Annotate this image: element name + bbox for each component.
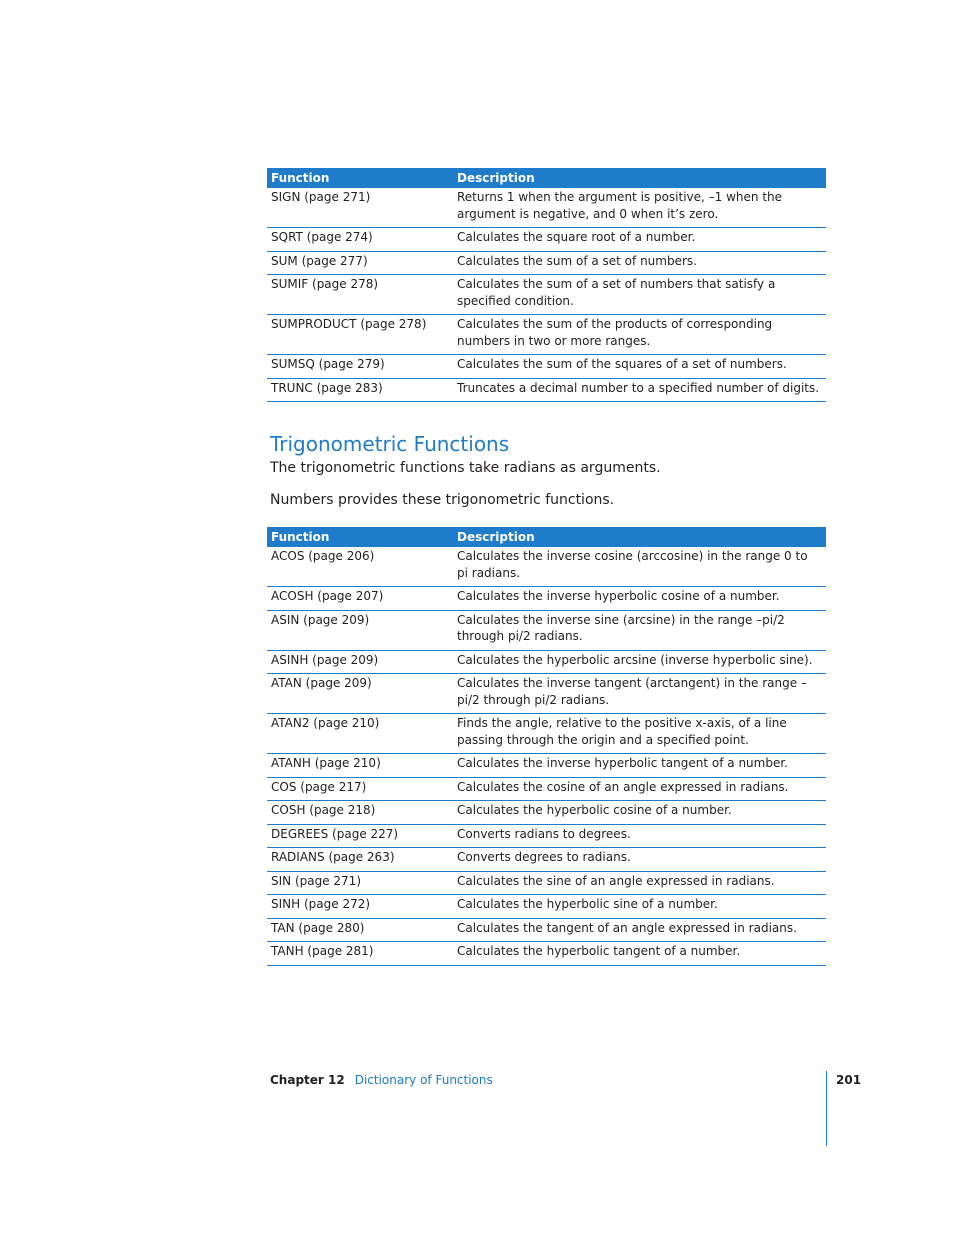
description-cell: Converts degrees to radians. <box>453 848 826 872</box>
description-cell: Calculates the cosine of an angle expressed in radians. <box>453 777 826 801</box>
function-cell[interactable]: SUM (page 277) <box>267 251 453 275</box>
function-cell[interactable]: TANH (page 281) <box>267 942 453 966</box>
description-cell: Calculates the inverse tangent (arctangent) in the range –pi/2 through pi/2 radians. <box>453 674 826 714</box>
function-cell[interactable]: SINH (page 272) <box>267 895 453 919</box>
function-cell[interactable]: SIN (page 271) <box>267 871 453 895</box>
description-cell: Calculates the inverse cosine (arccosine) in the range 0 to pi radians. <box>453 547 826 587</box>
description-cell: Truncates a decimal number to a specified number of digits. <box>453 378 826 402</box>
functions-table-trig <box>267 527 826 966</box>
table-row <box>267 714 826 754</box>
table-row <box>267 895 826 919</box>
function-cell[interactable]: TRUNC (page 283) <box>267 378 453 402</box>
footer-book-title[interactable]: Dictionary of Functions <box>354 1073 493 1087</box>
table-header-row <box>267 527 826 547</box>
table-row <box>267 355 826 379</box>
description-cell: Converts radians to degrees. <box>453 824 826 848</box>
table-row <box>267 801 826 825</box>
description-cell: Calculates the hyperbolic cosine of a number. <box>453 801 826 825</box>
description-cell: Calculates the square root of a number. <box>453 228 826 252</box>
function-cell[interactable]: DEGREES (page 227) <box>267 824 453 848</box>
description-cell: Calculates the hyperbolic arcsine (inverse hyperbolic sine). <box>453 650 826 674</box>
table-header-row <box>267 168 826 188</box>
function-cell[interactable]: ASIN (page 209) <box>267 610 453 650</box>
table-row <box>267 188 826 228</box>
table-row <box>267 942 826 966</box>
function-cell[interactable]: TAN (page 280) <box>267 918 453 942</box>
table-row <box>267 587 826 611</box>
description-cell: Calculates the sum of a set of numbers. <box>453 251 826 275</box>
table-row <box>267 378 826 402</box>
page-footer <box>270 1073 493 1087</box>
function-cell[interactable]: ATAN2 (page 210) <box>267 714 453 754</box>
description-cell: Calculates the sum of a set of numbers that satisfy a specified condition. <box>453 275 826 315</box>
table-row <box>267 547 826 587</box>
table-row <box>267 228 826 252</box>
function-cell[interactable]: ATAN (page 209) <box>267 674 453 714</box>
description-cell: Finds the angle, relative to the positive x-axis, of a line passing through the origin and a specified point. <box>453 714 826 754</box>
section-lead: Numbers provides these trigonometric functions. <box>270 492 615 508</box>
function-cell[interactable]: SUMSQ (page 279) <box>267 355 453 379</box>
function-cell[interactable]: COS (page 217) <box>267 777 453 801</box>
description-cell: Calculates the sum of the squares of a set of numbers. <box>453 355 826 379</box>
table-row <box>267 871 826 895</box>
table-row <box>267 918 826 942</box>
function-cell[interactable]: SUMPRODUCT (page 278) <box>267 315 453 355</box>
table-row <box>267 610 826 650</box>
column-header-description: Description <box>453 168 826 188</box>
function-cell[interactable]: SUMIF (page 278) <box>267 275 453 315</box>
footer-chapter: Chapter 12 <box>270 1073 345 1087</box>
function-cell[interactable]: ACOSH (page 207) <box>267 587 453 611</box>
section-intro: The trigonometric functions take radians as arguments. <box>270 460 661 476</box>
table-row <box>267 824 826 848</box>
description-cell: Calculates the sum of the products of corresponding numbers in two or more ranges. <box>453 315 826 355</box>
table-row <box>267 251 826 275</box>
function-cell[interactable]: ACOS (page 206) <box>267 547 453 587</box>
description-cell: Calculates the hyperbolic sine of a number. <box>453 895 826 919</box>
column-header-function: Function <box>267 168 453 188</box>
function-cell[interactable]: SQRT (page 274) <box>267 228 453 252</box>
description-cell: Calculates the inverse hyperbolic cosine of a number. <box>453 587 826 611</box>
table-row <box>267 848 826 872</box>
table-row <box>267 674 826 714</box>
page-number: 201 <box>836 1073 862 1087</box>
functions-table-math <box>267 168 826 402</box>
table-row <box>267 315 826 355</box>
function-cell[interactable]: COSH (page 218) <box>267 801 453 825</box>
table-row <box>267 275 826 315</box>
function-cell[interactable]: RADIANS (page 263) <box>267 848 453 872</box>
description-cell: Calculates the inverse sine (arcsine) in the range –pi/2 through pi/2 radians. <box>453 610 826 650</box>
section-title: Trigonometric Functions <box>270 432 510 456</box>
description-cell: Calculates the sine of an angle expressed in radians. <box>453 871 826 895</box>
description-cell: Calculates the inverse hyperbolic tangent of a number. <box>453 754 826 778</box>
function-cell[interactable]: ATANH (page 210) <box>267 754 453 778</box>
column-header-function: Function <box>267 527 453 547</box>
table-row <box>267 650 826 674</box>
function-cell[interactable]: ASINH (page 209) <box>267 650 453 674</box>
table-row <box>267 777 826 801</box>
function-cell[interactable]: SIGN (page 271) <box>267 188 453 228</box>
description-cell: Calculates the tangent of an angle expressed in radians. <box>453 918 826 942</box>
footer-divider <box>826 1071 827 1146</box>
column-header-description: Description <box>453 527 826 547</box>
description-cell: Returns 1 when the argument is positive, –1 when the argument is negative, and 0 when it’s zero. <box>453 188 826 228</box>
description-cell: Calculates the hyperbolic tangent of a number. <box>453 942 826 966</box>
table-row <box>267 754 826 778</box>
